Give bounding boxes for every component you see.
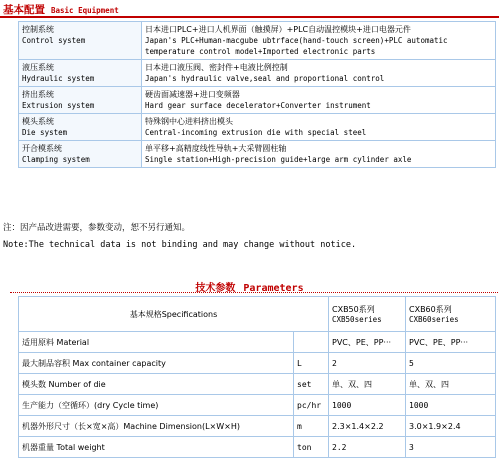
table-row [19, 60, 496, 87]
title-zh: 基本配置 [3, 4, 45, 16]
param-unit [294, 332, 329, 353]
row-label [19, 60, 142, 87]
table-row [19, 416, 496, 437]
parameters-table [18, 296, 496, 458]
table-row [19, 114, 496, 141]
param-unit: set [294, 374, 329, 395]
label-en: Clamping system [22, 155, 90, 164]
title-zh: 技术参数 [195, 283, 236, 294]
title-en: Parameters [243, 283, 304, 294]
param-unit: m [294, 416, 329, 437]
param-name: 适用原料 Material [19, 332, 294, 353]
param-name: 模头数 Number of die [19, 374, 294, 395]
desc-zh: 日本进口液压阀、密封件+电液比例控制 [145, 63, 288, 72]
model-en: CXB50series [332, 315, 382, 324]
desc-en: Japan's PLC+Human-macgube ubtrface(hand-touch screen)+PLC automatic [145, 36, 448, 45]
label-zh: 挤出系统 [22, 90, 54, 99]
title-en: Basic Equipment [51, 6, 119, 15]
row-label [19, 87, 142, 114]
param-value-cxb60: 单、双、四 [406, 374, 496, 395]
row-label [19, 22, 142, 60]
table-row [19, 22, 496, 60]
table-row [19, 437, 496, 458]
table-row [19, 332, 496, 353]
row-desc [142, 22, 496, 60]
param-value-cxb60: 3 [406, 437, 496, 458]
desc-zh: 硬齿面减速器+进口变频器 [145, 90, 240, 99]
param-unit: ton [294, 437, 329, 458]
spec-header: 基本规格Specifications [19, 297, 329, 332]
row-desc [142, 60, 496, 87]
label-en: Die system [22, 128, 68, 137]
label-zh: 液压系统 [22, 63, 54, 72]
desc-zh: 单平移+高精度线性导轨+大采臂圆柱轴 [145, 144, 287, 153]
table-row [19, 87, 496, 114]
param-name: 机器重量 Total weight [19, 437, 294, 458]
param-value-cxb50: 1000 [329, 395, 406, 416]
label-zh: 开合模系统 [22, 144, 62, 153]
basic-equipment-title [3, 2, 119, 17]
param-value-cxb60: PVC、PE、PP··· [406, 332, 496, 353]
param-unit: pc/hr [294, 395, 329, 416]
row-label [19, 141, 142, 168]
param-value-cxb50: 单、双、四 [329, 374, 406, 395]
table-row [19, 141, 496, 168]
note-en: Note:The technical data is not binding and may change without notice. [3, 240, 357, 250]
param-unit: L [294, 353, 329, 374]
label-en: Hydraulic system [22, 74, 95, 83]
row-desc [142, 141, 496, 168]
note-zh: 注：因产品改进需要，参数变动，恕不另行通知。 [3, 223, 191, 233]
table-row [19, 395, 496, 416]
model-header-cxb60 [406, 297, 496, 332]
param-name: 机器外形尺寸（长×宽×高）Machine Dimension(L×W×H) [19, 416, 294, 437]
desc-en: Japan's hydraulic valve,seal and proportional control [145, 74, 385, 83]
label-en: Control system [22, 36, 86, 45]
param-value-cxb60: 5 [406, 353, 496, 374]
param-name: 最大制品容积 Max container capacity [19, 353, 294, 374]
model-zh: CXB60系列 [409, 305, 452, 314]
param-name: 生产能力（空循环）(dry Cycle time) [19, 395, 294, 416]
param-value-cxb50: 2.2 [329, 437, 406, 458]
desc-en: Central-incoming extrusion die with special steel [145, 128, 367, 137]
desc-en: Hard gear surface decelerator+Converter instrument [145, 101, 371, 110]
equipment-table [18, 21, 496, 168]
param-value-cxb50: 2.3×1.4×2.2 [329, 416, 406, 437]
desc-en-2: temperature control model+Imported electronic parts [145, 47, 376, 56]
desc-zh: 特殊钢中心进料挤出模头 [145, 117, 233, 126]
table-header-row [19, 297, 496, 332]
table-row [19, 353, 496, 374]
desc-zh: 日本进口PLC+进口人机界面（触摸屏）+PLC自动温控模块+进口电器元件 [145, 25, 411, 34]
title-divider [10, 292, 498, 293]
param-value-cxb50: 2 [329, 353, 406, 374]
row-desc [142, 114, 496, 141]
row-label [19, 114, 142, 141]
param-value-cxb50: PVC、PE、PP··· [329, 332, 406, 353]
label-zh: 模头系统 [22, 117, 54, 126]
title-divider [0, 16, 499, 18]
desc-en: Single station+High-precision guide+large arm cylinder axle [145, 155, 412, 164]
model-zh: CXB50系列 [332, 305, 375, 314]
table-row [19, 374, 496, 395]
row-desc [142, 87, 496, 114]
model-en: CXB60series [409, 315, 459, 324]
param-value-cxb60: 1000 [406, 395, 496, 416]
label-en: Extrusion system [22, 101, 95, 110]
label-zh: 控制系统 [22, 25, 54, 34]
model-header-cxb50 [329, 297, 406, 332]
param-value-cxb60: 3.0×1.9×2.4 [406, 416, 496, 437]
